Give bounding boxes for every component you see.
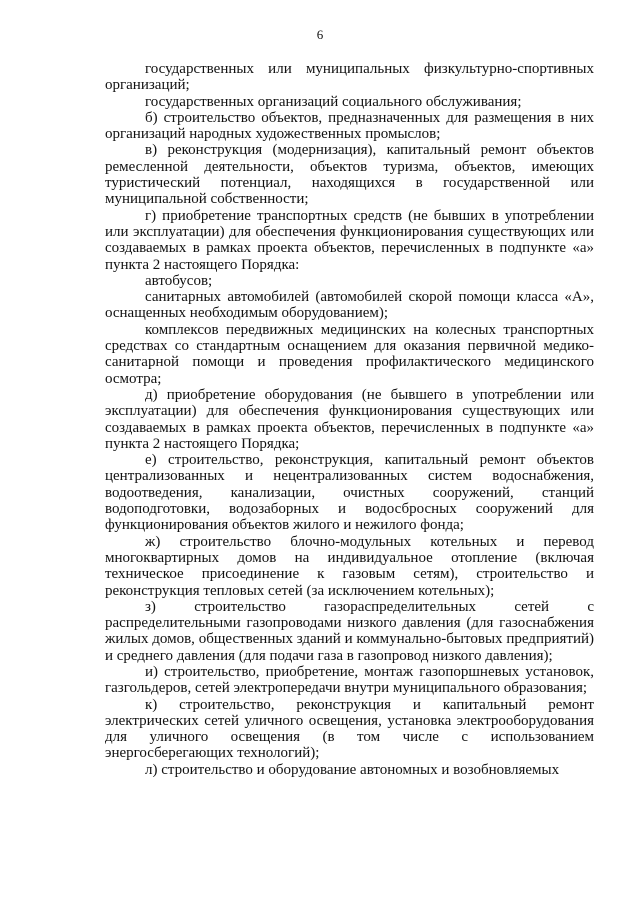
- paragraph-e-water-systems: е) строительство, реконструкция, капитальный ремонт объектов централизованных и нецентрализованных систем водоснабжения, водоотведения, канализации, очистных сооружений, станций водоподготовки, водозаборных и водосбросных сооружений для функционирования объектов жилого и нежилого фонда;: [105, 452, 594, 534]
- paragraph-mobile-medical-complexes: комплексов передвижных медицинских на колесных транспортных средствах со стандартным оснащением для оказания первичной медико-санитарной помощи и проведения профилактического медицинского осмотра;: [105, 321, 594, 387]
- document-body: [105, 61, 594, 778]
- paragraph-v-tourism-objects: в) реконструкция (модернизация), капитальный ремонт объектов ремесленной деятельности, объектов туризма, объектов, имеющих туристический потенциал, находящихся в государственной или муниципальной собственности;: [105, 142, 594, 208]
- paragraph-g-vehicles: г) приобретение транспортных средств (не бывших в употреблении или эксплуатации) для обеспечения функционирования существующих или создаваемых в рамках проекта объектов, перечисленных в подпункте «а» пункта 2 настоящего Порядка:: [105, 207, 594, 273]
- paragraph-i-gas-piston-units: и) строительство, приобретение, монтаж газопоршневых установок, газгольдеров, сетей электропередачи внутри муниципального образования;: [105, 663, 594, 697]
- paragraph-zh-boiler-houses: ж) строительство блочно-модульных котельных и перевод многоквартирных домов на индивидуальное отопление (включая техническое присоединение к газовым сетям), строительство и реконструкция тепловых сетей (за исключением котельных);: [105, 533, 594, 599]
- paragraph-k-street-lighting: к) строительство, реконструкция и капитальный ремонт электрических сетей уличного освещения, установка электрооборудования для уличного освещения (в том числе с использованием энергосберегающих технологий);: [105, 696, 594, 762]
- paragraph-d-equipment: д) приобретение оборудования (не бывшего в употреблении или эксплуатации) для обеспечения функционирования существующих или создаваемых в рамках проекта объектов, перечисленных в подпункте «а» пункта 2 настоящего Порядка;: [105, 386, 594, 452]
- paragraph-social-service-organizations: государственных организаций социального обслуживания;: [145, 93, 522, 110]
- paragraph-z-gas-networks: з) строительство газораспределительных сетей с распределительными газопроводами низкого давления (для газоснабжения жилых домов, общественных зданий и коммунально-бытовых предприятий) и среднего давления (для подачи газа в газопровод низкого давления);: [105, 598, 594, 664]
- paragraph-b-folk-crafts: б) строительство объектов, предназначенных для размещения в них организаций народных художественных промыслов;: [105, 109, 594, 143]
- paragraph-sports-organizations: государственных или муниципальных физкультурно-спортивных организаций;: [105, 61, 594, 94]
- paragraph-buses: автобусов;: [145, 272, 213, 289]
- paragraph-ambulances: санитарных автомобилей (автомобилей скорой помощи класса «А», оснащенных необходимым оборудованием);: [105, 289, 594, 322]
- paragraph-l-autonomous-sources: л) строительство и оборудование автономных и возобновляемых: [145, 761, 560, 778]
- page-number: 6: [316, 27, 324, 42]
